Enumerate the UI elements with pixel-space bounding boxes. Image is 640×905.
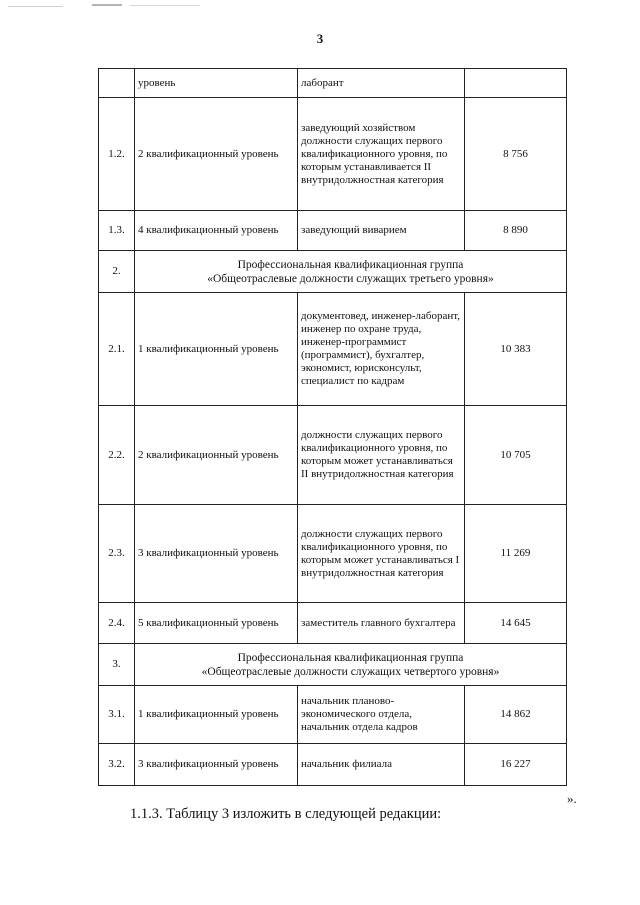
positions: документовед, инженер-лаборант, инженер по охране труда, инженер-программист (программист), бухгалтер, экономист, юрисконсульт, специалист по кадрам [298, 293, 465, 406]
salary: 11 269 [465, 505, 567, 603]
salary: 14 645 [465, 603, 567, 644]
positions: заведующий виварием [298, 211, 465, 251]
qualification-table [98, 68, 567, 786]
positions: начальник филиала [298, 744, 465, 786]
table-row [99, 98, 567, 211]
qualification-level: уровень [135, 69, 298, 98]
table-row [99, 406, 567, 505]
positions: должности служащих первого квалификационного уровня, по которым может устанавливаться I внутридолжностная категория [298, 505, 465, 603]
positions: начальник планово-экономического отдела, начальник отдела кадров [298, 686, 465, 744]
row-number: 2.1. [99, 293, 135, 406]
salary [465, 69, 567, 98]
closing-quote: ». [567, 791, 577, 806]
salary: 10 383 [465, 293, 567, 406]
group-number: 3. [99, 644, 135, 686]
qualification-level: 1 квалификационный уровень [135, 293, 298, 406]
qualification-level: 4 квалификационный уровень [135, 211, 298, 251]
positions: должности служащих первого квалификационного уровня, по которым может устанавливаться II внутридолжностная категория [298, 406, 465, 505]
salary: 8 756 [465, 98, 567, 211]
row-number: 3.2. [99, 744, 135, 786]
table-row [99, 69, 567, 98]
group-title: Профессиональная квалификационная группа [237, 258, 464, 271]
salary: 10 705 [465, 406, 567, 505]
table-row [99, 744, 567, 786]
group-title-cell [135, 251, 567, 293]
qualification-level: 2 квалификационный уровень [135, 406, 298, 505]
qualification-level: 3 квалификационный уровень [135, 744, 298, 786]
scan-artifact [130, 5, 200, 6]
qualification-level: 3 квалификационный уровень [135, 505, 298, 603]
instruction-paragraph: 1.1.3. Таблицу 3 изложить в следующей редакции: [130, 806, 442, 822]
salary: 16 227 [465, 744, 567, 786]
salary: 14 862 [465, 686, 567, 744]
table-row [99, 505, 567, 603]
positions: заместитель главного бухгалтера [298, 603, 465, 644]
positions: заведующий хозяйством должности служащих первого квалификационного уровня, по которым устанавливается II внутридолжностная категория [298, 98, 465, 211]
row-number: 2.2. [99, 406, 135, 505]
table-row [99, 293, 567, 406]
qualification-level: 2 квалификационный уровень [135, 98, 298, 211]
row-number: 2.4. [99, 603, 135, 644]
qualification-level: 1 квалификационный уровень [135, 686, 298, 744]
page-number: 3 [316, 31, 324, 46]
group-title-cell [135, 644, 567, 686]
group-subtitle: «Общеотраслевые должности служащих четвертого уровня» [201, 665, 500, 678]
table-row [99, 686, 567, 744]
table-row [99, 211, 567, 251]
scan-artifact [92, 4, 122, 6]
group-header-row [99, 251, 567, 293]
table-row [99, 603, 567, 644]
group-number: 2. [99, 251, 135, 293]
row-number [99, 69, 135, 98]
row-number: 3.1. [99, 686, 135, 744]
scan-artifact [8, 6, 63, 7]
row-number: 1.3. [99, 211, 135, 251]
row-number: 1.2. [99, 98, 135, 211]
group-subtitle: «Общеотраслевые должности служащих третьего уровня» [207, 272, 494, 285]
group-header-row [99, 644, 567, 686]
salary: 8 890 [465, 211, 567, 251]
positions: лаборант [298, 69, 465, 98]
group-title: Профессиональная квалификационная группа [237, 651, 464, 664]
qualification-level: 5 квалификационный уровень [135, 603, 298, 644]
row-number: 2.3. [99, 505, 135, 603]
